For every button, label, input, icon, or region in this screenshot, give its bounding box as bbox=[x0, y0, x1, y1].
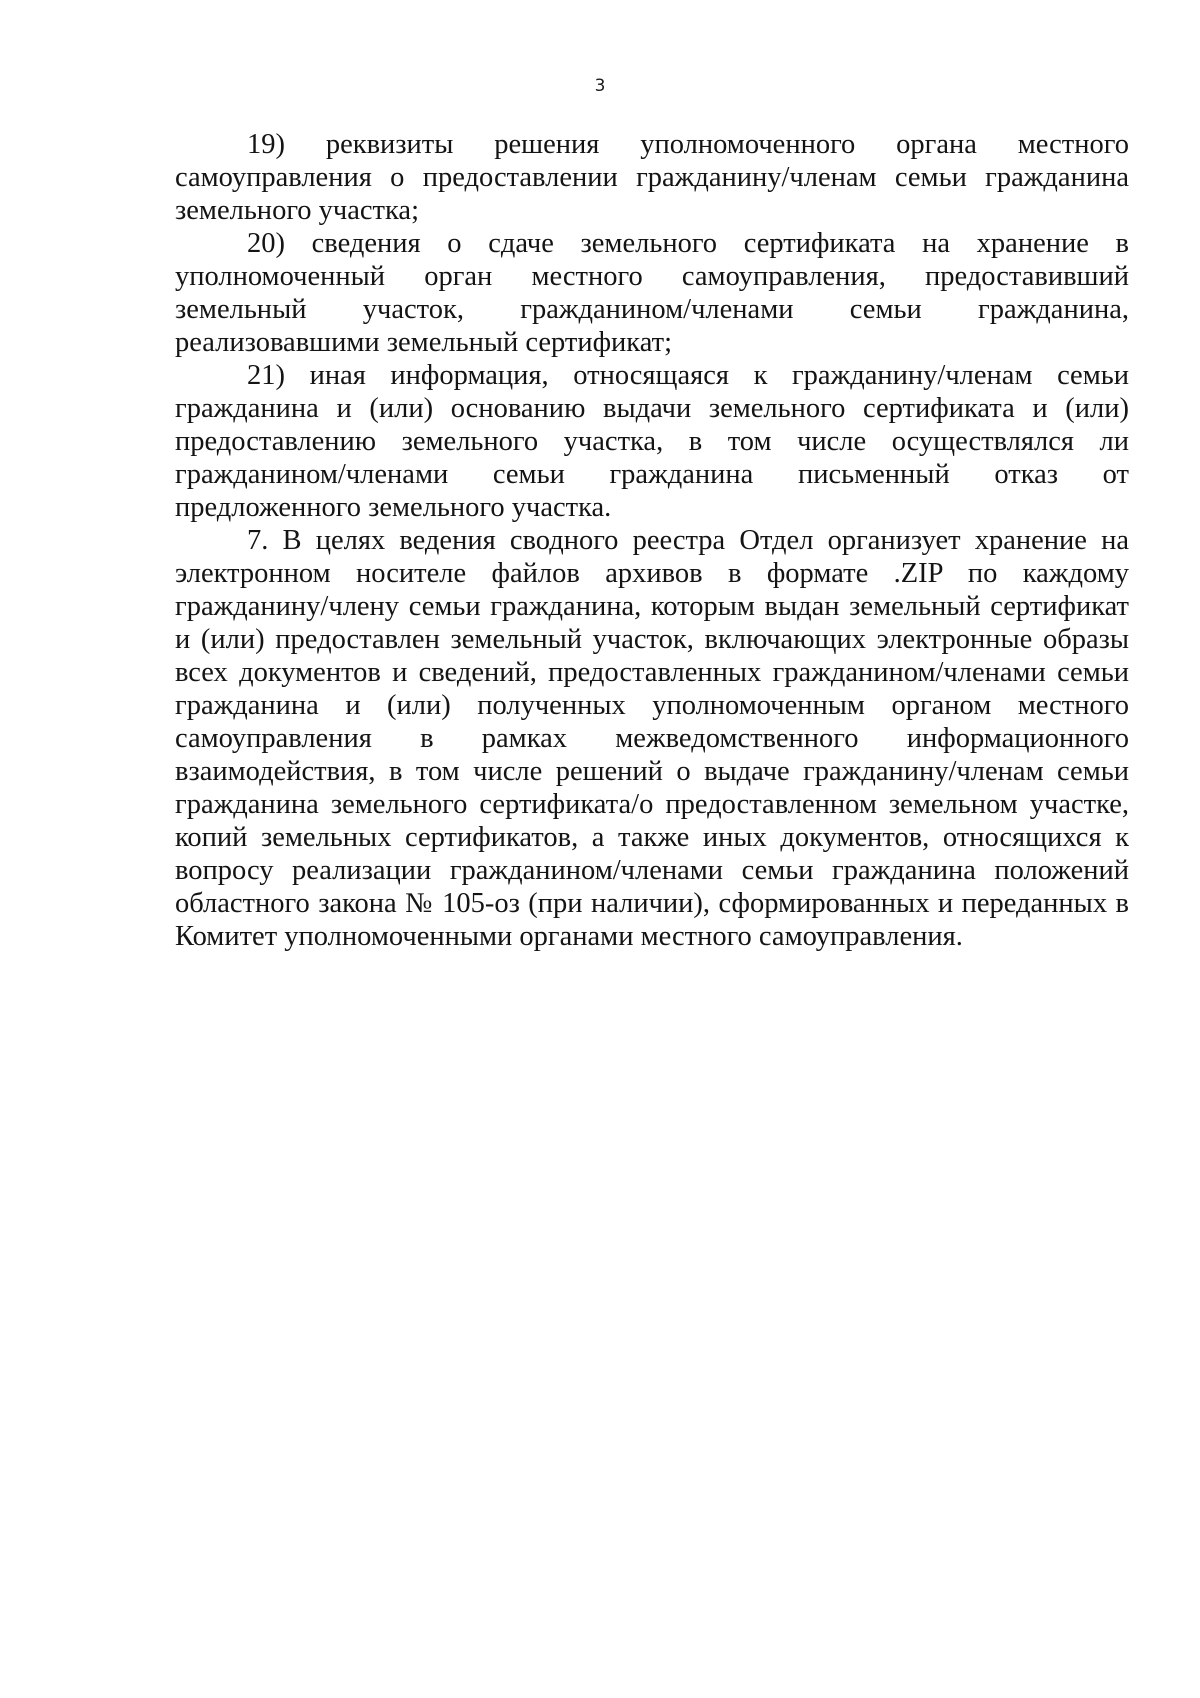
paragraph-item-19: 19) реквизиты решения уполномоченного органа местного самоуправления о предоставлении гражданину/членам семьи гражданина земельного участка; bbox=[175, 129, 1129, 226]
page-number: 3 bbox=[594, 76, 606, 96]
document-body bbox=[175, 128, 1129, 953]
paragraph-section-7: 7. В целях ведения сводного реестра Отдел организует хранение на электронном носителе файлов архивов в формате .ZIP по каждому гражданину/члену семьи гражданина, которым выдан земельный сертификат и (или) предоставлен земельный участок, включающих электронные образы всех документов и сведений, предоставленных гражданином/членами семьи гражданина и (или) полученных уполномоченным органом местного самоуправления в рамках межведомственного информационного взаимодействия, в том числе решений о выдаче гражданину/членам семьи гражданина земельного сертификата/о предоставленном земельном участке, копий земельных сертификатов, а также иных документов, относящихся к вопросу реализации гражданином/членами семьи гражданина положений областного закона № 105-оз (при наличии), сформированных и переданных в Комитет уполномоченными органами местного самоуправления. bbox=[175, 525, 1129, 952]
paragraph-item-21: 21) иная информация, относящаяся к гражданину/членам семьи гражданина и (или) основанию выдачи земельного сертификата и (или) предоставлению земельного участка, в том числе осуществлялся ли гражданином/членами семьи гражданина письменный отказ от предложенного земельного участка. bbox=[175, 360, 1129, 523]
paragraph-item-20: 20) сведения о сдаче земельного сертификата на хранение в уполномоченный орган местного самоуправления, предоставивший земельный участок, гражданином/членами семьи гражданина, реализовавшими земельный сертификат; bbox=[175, 228, 1129, 358]
